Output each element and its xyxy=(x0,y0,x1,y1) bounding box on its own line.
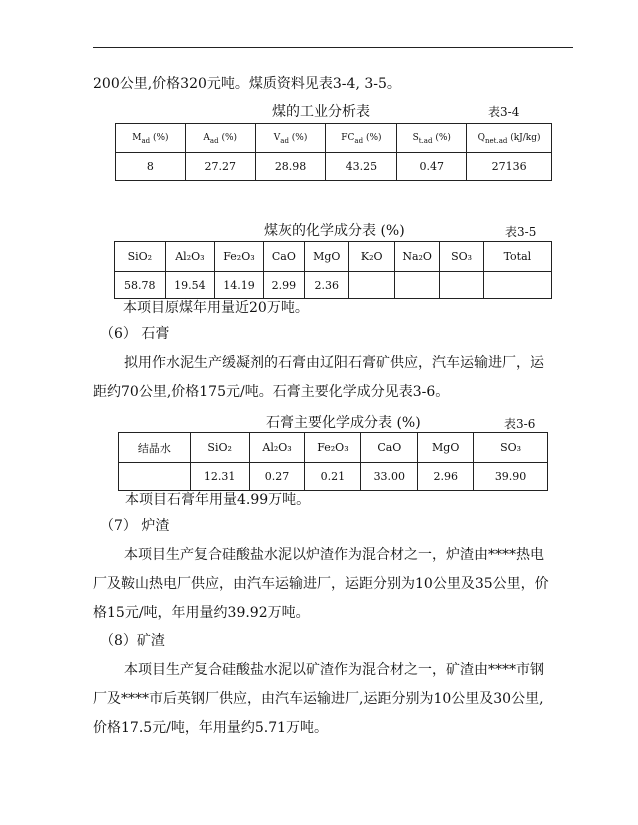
table-cell xyxy=(349,272,394,299)
table-cell: 19.54 xyxy=(165,272,215,299)
header-m-ad: $M_{ad}$ (%) xyxy=(116,124,186,153)
table-cell: 58.78 xyxy=(115,272,166,299)
table-cell: 2.96 xyxy=(418,463,474,491)
table-cell xyxy=(394,272,439,299)
table-cell: 12.31 xyxy=(190,463,249,491)
table-cell: 2.36 xyxy=(305,272,349,299)
ore-slag-paragraph-line-1: 本项目生产复合硅酸盐水泥以矿渣作为混合材之一，矿渣由****市钢 xyxy=(124,662,544,678)
gypsum-heading: （6） 石膏 xyxy=(100,326,170,342)
table-3-5-number: 表3-5 xyxy=(505,225,537,239)
table-cell: 0.47 xyxy=(397,153,467,181)
table-cell xyxy=(440,272,483,299)
table-header-cell: Total xyxy=(483,242,551,272)
gypsum-paragraph-line-2: 距约70公里,价格175元/吨。石膏主要化学成分见表3-6。 xyxy=(93,384,450,400)
slag-paragraph-line-3: 格15元/吨，年用量约39.92万吨。 xyxy=(93,605,310,621)
table-3-5-header-row xyxy=(115,242,552,272)
table-cell: 33.00 xyxy=(361,463,418,491)
table-cell: 0.27 xyxy=(249,463,305,491)
gypsum-paragraph-line-1: 拟用作水泥生产缓凝剂的石膏由辽阳石膏矿供应，汽车运输进厂，运 xyxy=(124,355,544,371)
ore-slag-paragraph-line-3: 价格17.5元/吨，年用量约5.71万吨。 xyxy=(93,720,329,736)
table-header-cell: CaO xyxy=(361,433,418,463)
table-cell: 0.21 xyxy=(305,463,361,491)
ore-slag-heading: （8）矿渣 xyxy=(100,633,165,649)
table-3-6 xyxy=(118,432,548,491)
table-header-cell: SO₃ xyxy=(474,433,548,463)
table-cell xyxy=(483,272,551,299)
slag-heading: （7） 炉渣 xyxy=(100,518,170,534)
table-cell: 43.25 xyxy=(326,153,397,181)
table-3-5-caption: 煤灰的化学成分表 (%) xyxy=(264,223,405,239)
table-header-cell: SiO₂ xyxy=(190,433,249,463)
table-3-5 xyxy=(114,241,552,299)
header-s-tad: $S_{t.ad}$ (%) xyxy=(397,124,467,153)
table-header-cell: Fe₂O₃ xyxy=(305,433,361,463)
table-3-6-caption: 石膏主要化学成分表 (%) xyxy=(266,415,421,431)
header-fc-ad: $FC_{ad}$ (%) xyxy=(326,124,397,153)
table-cell: 27136 xyxy=(467,153,552,181)
coal-usage: 本项目原煤年用量近20万吨。 xyxy=(123,300,309,316)
table-cell: 8 xyxy=(116,153,186,181)
table-cell: 2.99 xyxy=(263,272,304,299)
header-rule xyxy=(93,47,573,48)
header-q-netad: $Q_{net.ad}$ (kJ/kg) xyxy=(467,124,552,153)
table-3-4-header-row xyxy=(116,124,552,153)
table-header-cell: Fe₂O₃ xyxy=(215,242,264,272)
table-3-6-number: 表3-6 xyxy=(504,417,536,431)
table-header-cell: CaO xyxy=(263,242,304,272)
table-header-cell: SiO₂ xyxy=(115,242,166,272)
table-cell: 14.19 xyxy=(215,272,264,299)
table-header-cell: K₂O xyxy=(349,242,394,272)
slag-paragraph-line-2: 厂及鞍山热电厂供应，由汽车运输进厂，运距分别为10公里及35公里，价 xyxy=(93,576,549,592)
table-header-cell: SO₃ xyxy=(440,242,483,272)
header-a-ad: $A_{ad}$ (%) xyxy=(185,124,255,153)
table-header-cell: Al₂O₃ xyxy=(165,242,215,272)
table-3-4-value-row xyxy=(116,153,552,181)
intro-line: 200公里,价格320元吨。煤质资料见表3-4, 3-5。 xyxy=(93,76,401,92)
table-header-cell: MgO xyxy=(305,242,349,272)
header-v-ad: $V_{ad}$ (%) xyxy=(255,124,326,153)
table-header-cell: MgO xyxy=(418,433,474,463)
table-3-4 xyxy=(115,123,552,181)
table-header-cell: Al₂O₃ xyxy=(249,433,305,463)
table-cell: 27.27 xyxy=(185,153,255,181)
table-3-4-caption: 煤的工业分析表 xyxy=(272,104,370,120)
slag-paragraph-line-1: 本项目生产复合硅酸盐水泥以炉渣作为混合材之一，炉渣由****热电 xyxy=(124,547,544,563)
gypsum-usage: 本项目石膏年用量4.99万吨。 xyxy=(125,492,311,508)
table-header-cell: Na₂O xyxy=(394,242,439,272)
table-cell xyxy=(119,463,191,491)
table-3-6-header-row xyxy=(119,433,548,463)
ore-slag-paragraph-line-2: 厂及****市后英钢厂供应，由汽车运输进厂,运距分别为10公里及30公里, xyxy=(93,691,544,707)
table-header-cell: 结晶水 xyxy=(119,433,191,463)
table-cell: 28.98 xyxy=(255,153,326,181)
table-3-6-value-row xyxy=(119,463,548,491)
table-cell: 39.90 xyxy=(474,463,548,491)
table-3-5-value-row xyxy=(115,272,552,299)
table-3-4-number: 表3-4 xyxy=(488,105,520,119)
